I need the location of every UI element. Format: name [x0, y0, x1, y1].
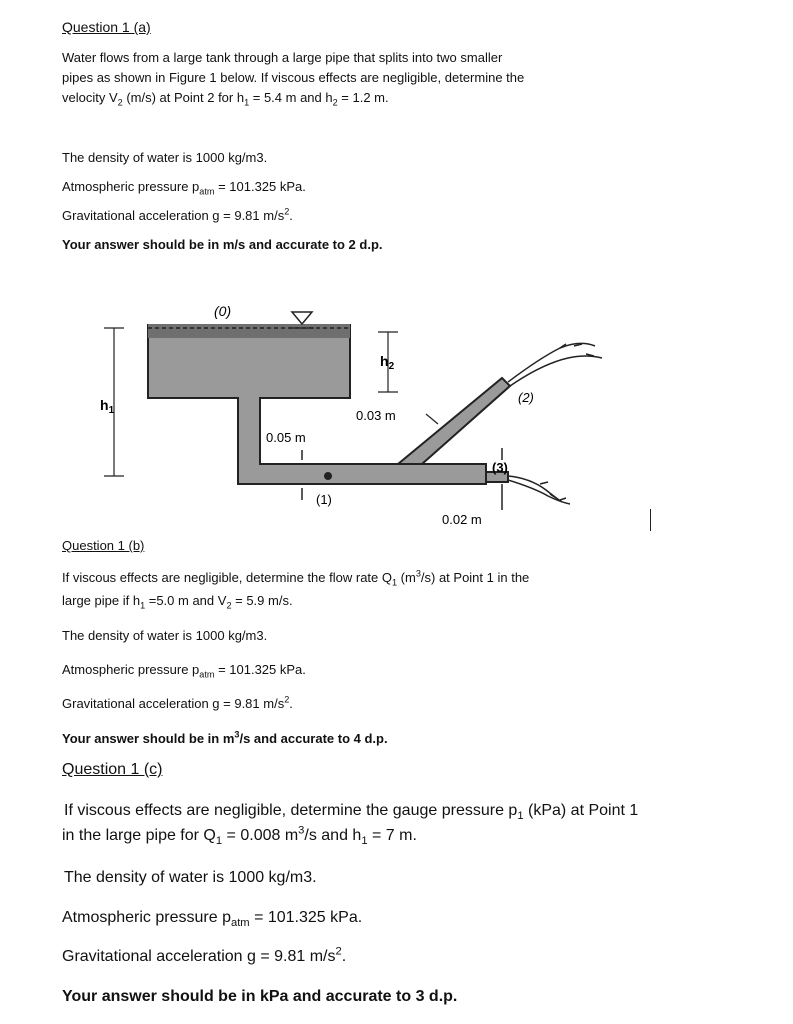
question-1c-text-line2: in the large pipe for $Q_1 = 0.008$ $m^3/s$ and $h_1 = 7$ m. — [62, 824, 417, 848]
label-point-2: (2) — [518, 390, 534, 405]
label-0-03m: 0.03 m — [356, 408, 396, 423]
tank-and-pipes — [148, 324, 486, 484]
question-1b-density: The density of water is 1000 kg/m3. — [62, 628, 268, 643]
water-jet-2 — [508, 343, 602, 386]
question-1c-density: The density of water is 1000 kg/m3. — [64, 869, 317, 886]
question-1c-gravity: Gravitational acceleration g = 9.81 $m/s^2$. — [62, 945, 347, 965]
question-1a-text-line2: pipes as shown in Figure 1 below. If viscous effects are negligible, determine the — [62, 70, 525, 85]
label-point-1: (1) — [316, 492, 332, 507]
question-1a-heading: Question 1 (a) — [62, 19, 151, 35]
question-1a-answer-instruction: Your answer should be in m/s and accurate to 2 d.p. — [62, 237, 383, 252]
label-point-0: (0) — [214, 303, 232, 319]
question-1b-patm: Atmospheric pressure $p_{atm} = 101.325$ kPa. — [62, 662, 306, 680]
branch-pipe — [398, 378, 510, 464]
water-surface — [148, 324, 350, 338]
question-1a-density: The density of water is 1000 kg/m3. — [62, 150, 268, 165]
label-0-02m: 0.02 m — [442, 512, 482, 527]
figure-1-tank-diagram — [90, 288, 620, 530]
question-1b-text-line1: If viscous effects are negligible, determine the flow rate $Q_1$ $(m^3/s)$ at Point 1 in the — [62, 568, 530, 588]
point-1-marker — [324, 472, 332, 480]
question-1b-heading: Question 1 (b) — [62, 538, 145, 553]
text-cursor — [650, 509, 651, 531]
question-1b-answer-instruction: Your answer should be in $m^3/s$ and accurate to 4 d.p. — [62, 729, 388, 746]
question-1c-answer-instruction: Your answer should be in kPa and accurate to 3 d.p. — [62, 988, 458, 1005]
question-1a-gravity: Gravitational acceleration g = 9.81 $m/s^2$. — [62, 206, 293, 223]
question-1b-text-line2: large pipe if $h_1 =5.0$ m and $V_2 = 5.9$ m/s. — [62, 593, 293, 611]
label-0-05m: 0.05 m — [266, 430, 306, 445]
question-1c-heading: Question 1 (c) — [62, 761, 163, 778]
question-1c-text-line1: If viscous effects are negligible, determine the gauge pressure $p_1$ (kPa) at Point 1 — [64, 802, 639, 823]
label-point-3: (3) — [492, 460, 508, 475]
free-surface-symbol — [292, 312, 312, 324]
label-h1: $h_1$ — [100, 397, 115, 416]
label-h2: $h_2$ — [380, 353, 395, 372]
question-1a-text-line1: Water flows from a large tank through a large pipe that splits into two smaller — [62, 50, 503, 65]
question-1a-text-line3: velocity $V_2$ (m/s) at Point 2 for $h_1 = 5.4$ m and $h_2 = 1.2$ m. — [62, 90, 389, 108]
question-1b-gravity: Gravitational acceleration g = 9.81 $m/s^2$. — [62, 694, 293, 711]
water-jet-3 — [508, 476, 570, 504]
question-1a-patm: Atmospheric pressure $p_{atm} = 101.325$ kPa. — [62, 179, 306, 197]
question-1c-patm: Atmospheric pressure $p_{atm} = 101.325$ kPa. — [62, 909, 363, 930]
